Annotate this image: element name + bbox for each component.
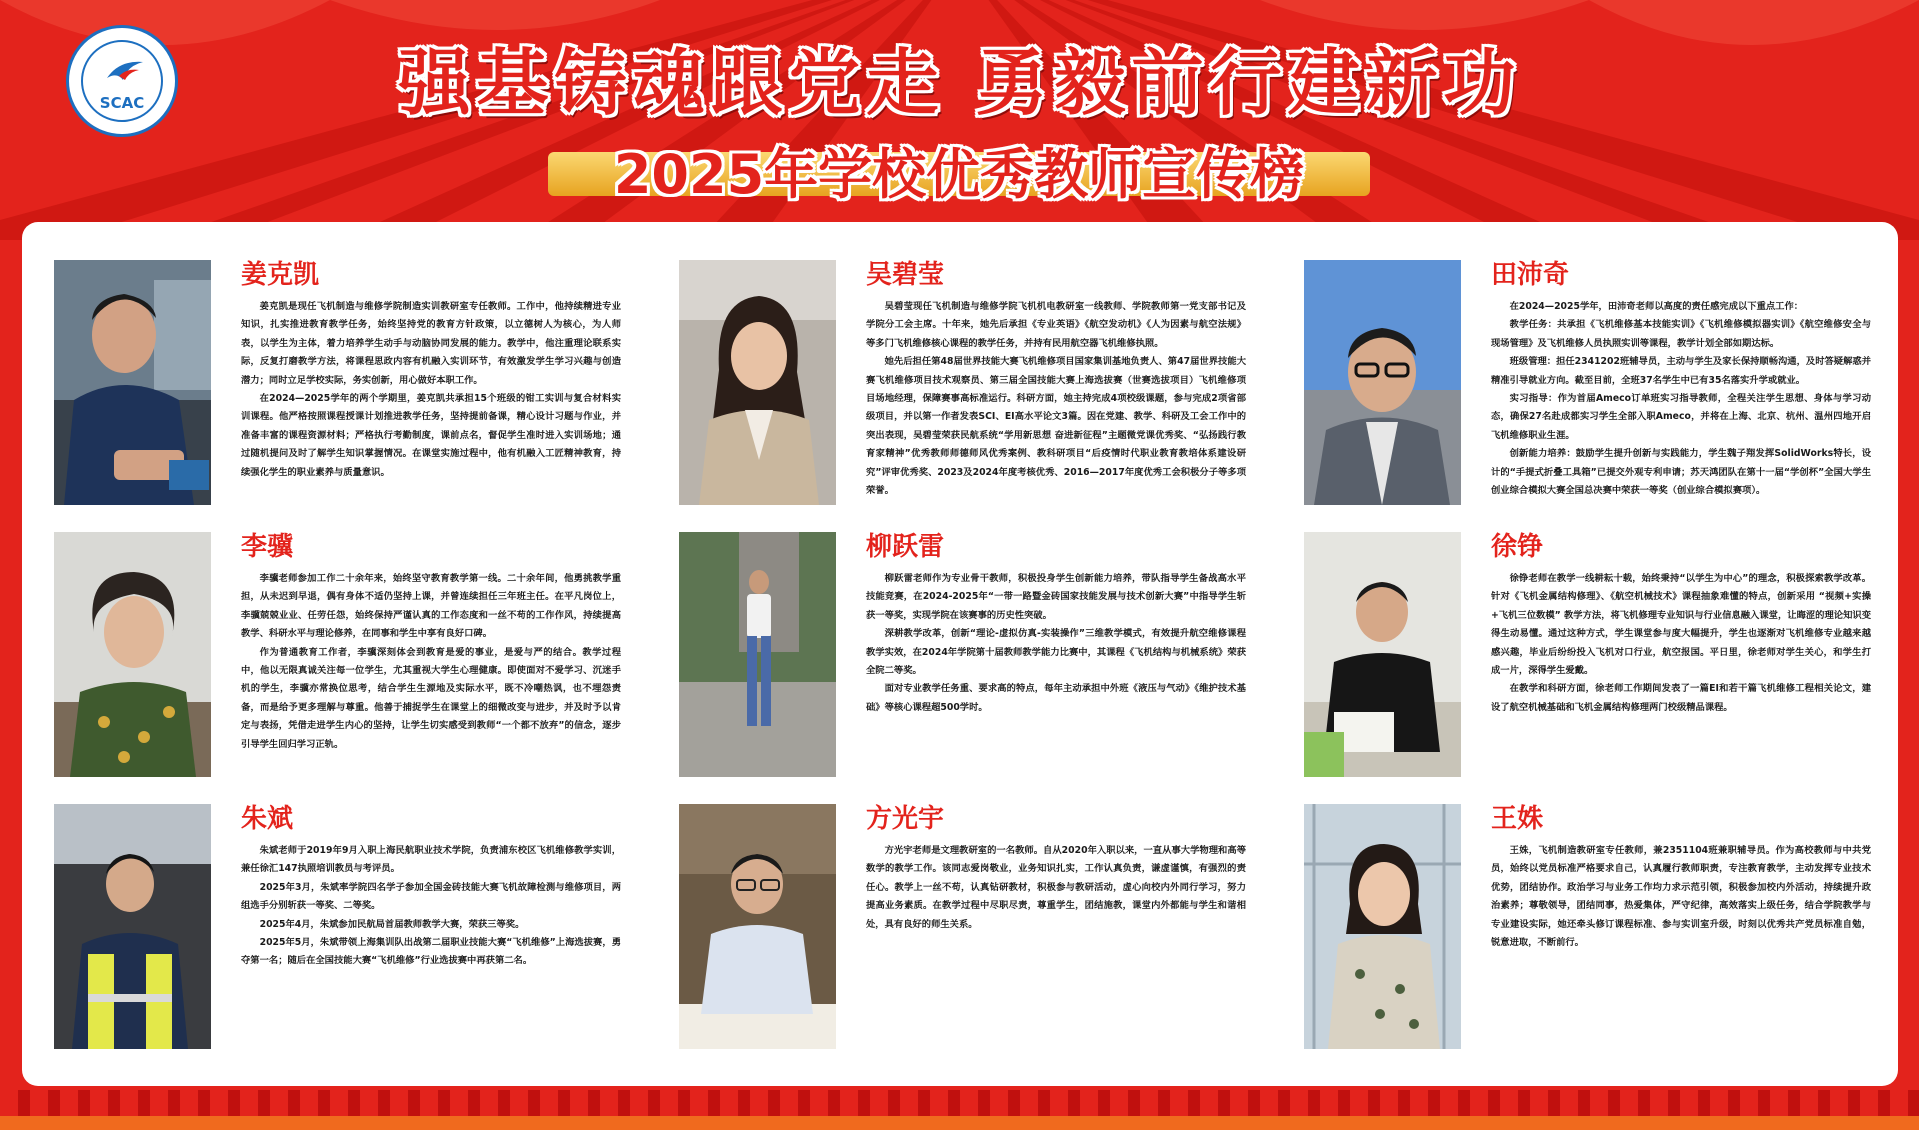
teacher-photo: [1304, 260, 1461, 505]
bio-paragraph: 在2024—2025学年，田沛奇老师以高度的责任感完成以下重点工作：: [1509, 301, 1804, 312]
teacher-bio: [866, 842, 1246, 1050]
teacher-name: 徐铮: [1491, 532, 1544, 562]
teacher-card-8: [679, 804, 1279, 1049]
teacher-photo: [54, 260, 211, 505]
teacher-bio: [241, 298, 621, 506]
college-logo: [66, 25, 178, 137]
teacher-name: 田沛奇: [1491, 260, 1570, 290]
page-title: 2025年学校优秀教师宣传榜: [613, 143, 1305, 206]
bio-paragraph: 姜克凯是现任飞机制造与维修学院制造实训教研室专任教师。工作中，他持续精进专业知识，扎实推进教育教学任务，始终坚持党的教育方针政策，以立德树人为核心，为人师表，以学生为主体，着力培养学生动手与动脑协同发展的能力。教学中，他注重理论联系实际，反复打磨教学方法，将课程思政内容有机融入实训环节，有效激发学生学习兴趣与创造潜力；同时立足学校实际，务实创新，用心做好本职工作。: [241, 301, 621, 386]
bio-paragraph: 她先后担任第48届世界技能大赛飞机维修项目国家集训基地负责人、第47届世界技能大赛飞机维修项目技术观察员、第三届全国技能大赛上海选拔赛（世赛选拔项目）飞机维修项目场地经理，保障赛事高标准运行。科研方面，她主持完成4项校级课题，参与完成2项省部级项目，并以第一作者发表SCI、EI高水平论文3篇。因在党建、教学、科研及工会工作中的突出表现，吴碧莹荣获民航系统“学用新思想 奋进新征程”主题微党课优秀奖、“弘扬践行教育家精神”优秀教师师德师风优秀案例、教科研项目“后疫情时代职业教育教培体系建设研究”评审优秀奖、2023及2024年度考核优秀、2016—2017年度优秀工会积极分子等多项荣誉。: [866, 356, 1246, 497]
bio-paragraph: 方光宇老师是文理教研室的一名教师。自从2020年入职以来，一直从事大学物理和高等数学的教学工作。该同志爱岗敬业，业务知识扎实，工作认真负责，谦虚谨慎，有强烈的责任心。教学上一丝不苟，认真钻研教材，积极参与教研活动，虚心向校内外同行学习，努力提高业务素质。在教学过程中尽职尽责，尊重学生，团结施教，课堂内外都能与学生和谐相处，具有良好的师生关系。: [866, 845, 1246, 930]
teacher-card-2: [679, 260, 1279, 505]
teacher-card-1: [54, 260, 654, 505]
bio-paragraph: 在教学和科研方面，徐老师工作期间发表了一篇EI和若干篇飞机维修工程相关论文，建设了航空机械基础和飞机金属结构修理两门校级精品课程。: [1491, 683, 1871, 713]
bio-paragraph: 2025年5月，朱斌带领上海集训队出战第二届职业技能大赛“飞机维修”上海选拔赛，勇夺第一名；随后在全国技能大赛“飞机维修”行业选拔赛中再获第二名。: [241, 937, 621, 967]
bio-paragraph: 班级管理：担任2341202班辅导员，主动与学生及家长保持顺畅沟通，及时答疑解惑并精准引导就业方向。截至目前，全班37名学生中已有35名落实升学或就业。: [1491, 356, 1871, 386]
bird-icon: [105, 58, 145, 84]
logo-text: SCAC: [99, 94, 145, 112]
bio-paragraph: 李骥老师参加工作二十余年来，始终坚守教育教学第一线。二十余年间，他勇挑教学重担，从未迟到早退，偶有身体不适仍坚持上课，并曾连续担任三年班主任。在平凡岗位上，李骥兢兢业业、任劳任怨，始终保持严谨认真的工作态度和一丝不苟的工作作风，持续提高教学、科研水平与理论修养，在同事和学生中享有良好口碑。: [241, 573, 621, 640]
teacher-bio: [241, 570, 621, 778]
teacher-photo: [679, 804, 836, 1049]
bio-paragraph: 实习指导：作为首届Ameco订单班实习指导教师，全程关注学生思想、身体与学习动态，确保27名赴成都实习学生全部入职Ameco，并将在上海、北京、杭州、温州四地开启飞机维修职业生涯。: [1491, 393, 1871, 441]
bio-paragraph: 面对专业教学任务重、要求高的特点，每年主动承担中外班《液压与气动》《维护技术基础》等核心课程超500学时。: [866, 683, 1246, 713]
teacher-photo: [679, 532, 836, 777]
teacher-name: 方光宇: [866, 804, 945, 834]
bio-paragraph: 教学任务：共承担《飞机维修基本技能实训》《飞机维修模拟器实训》《航空维修安全与现场管理》及飞机维修人员执照实训等课程，教学计划全部如期达标。: [1491, 319, 1871, 349]
content-panel: [22, 222, 1898, 1086]
bottom-decoration: [0, 1090, 1919, 1130]
teacher-photo: [54, 532, 211, 777]
teacher-name: 王姝: [1491, 804, 1544, 834]
teacher-card-6: [1304, 532, 1904, 777]
bio-paragraph: 徐铮老师在教学一线耕耘十载，始终秉持“以学生为中心”的理念，积极探索教学改革。针对《飞机金属结构修理》、《航空机械技术》课程抽象难懂的特点，创新采用 “视频+实操 +飞机三位数模” 教学方法，将飞机修理专业知识与行业信息融入课堂，让晦涩的理论知识变得生动易懂。通过这种方式，学生课堂参与度大幅提升，学生也逐渐对飞机维修专业越来越感兴趣，毕业后纷纷投入飞机对口行业，航空报国。平日里，徐老师对学生关心，和学生打成一片，深得学生爱戴。: [1491, 573, 1871, 677]
teacher-bio: [1491, 298, 1871, 506]
teacher-card-7: [54, 804, 654, 1049]
teacher-photo: [679, 260, 836, 505]
teacher-name: 李骥: [241, 532, 294, 562]
bio-paragraph: 柳跃雷老师作为专业骨干教师，积极投身学生创新能力培养，带队指导学生备战高水平技能竞赛，在2024-2025年“一带一路暨金砖国家技能发展与技术创新大赛”中指导学生斩获一等奖，实现学院在该赛事的历史性突破。: [866, 573, 1246, 621]
logo-inner-ring: [81, 40, 163, 122]
teacher-photo: [1304, 532, 1461, 777]
teacher-card-5: [679, 532, 1279, 777]
teacher-bio: [866, 298, 1246, 506]
bio-paragraph: 作为普通教育工作者，李骥深刻体会到教育是爱的事业，是爱与严的结合。教学过程中，他以无限真诚关注每一位学生，尤其重视大学生心理健康。即使面对不爱学习、沉迷手机的学生，李骥亦常换位思考，结合学生生源地及实际水平，既不冷嘲热讽，也不埋怨责备，而是给予更多理解与尊重。他善于捕捉学生在课堂上的细微改变与进步，并及时予以肯定与表扬，凭借走进学生内心的坚持，让学生切实感受到教师“一个都不放弃”的信念，逐步引导学生回归学习正轨。: [241, 646, 621, 750]
bio-paragraph: 王姝，飞机制造教研室专任教师，兼2351104班兼职辅导员。作为高校教师与中共党员，始终以党员标准严格要求自己，认真履行教师职责，专注教育教学，主动发挥专业技术优势，团结协作。政治学习与业务工作均力求示范引领，积极参加校内外活动，持续提升政治素养；尊敬领导，团结同事，热爱集体，严守纪律，高效落实上级任务，结合学院教学与专业建设实际，她还牵头修订课程标准、参与实训室升级，时刻以优秀共产党员标准自勉，锐意进取，不断前行。: [1491, 845, 1871, 949]
teacher-photo: [54, 804, 211, 1049]
bio-paragraph: 朱斌老师于2019年9月入职上海民航职业技术学院，负责浦东校区飞机维修教学实训，兼任徐汇147执照培训教员与考评员。: [241, 845, 621, 875]
bio-paragraph: 在2024—2025学年的两个学期里，姜克凯共承担15个班级的钳工实训与复合材料实训课程。他严格按照课程授课计划推进教学任务，坚持提前备课，精心设计习题与作业，并准备丰富的课程资源材料；严格执行考勤制度，课前点名，督促学生准时进入实训场地；通过随机提问及时了解学生知识掌握情况。在课堂实施过程中，他有机融入工匠精神教育，持续强化学生的职业素养与质量意识。: [241, 393, 621, 478]
teacher-bio: [1491, 842, 1871, 1050]
bio-paragraph: 吴碧莹现任飞机制造与维修学院飞机机电教研室一线教师、学院教师第一党支部书记及学院分工会主席。十年来，她先后承担《专业英语》《航空发动机》《人为因素与航空法规》等多门飞机维修核心课程的教学任务，并持有民用航空器飞机维修执照。: [866, 301, 1246, 349]
teacher-card-4: [54, 532, 654, 777]
slogan: 强基铸魂跟党走 勇毅前行建新功: [398, 40, 1522, 125]
bio-paragraph: 2025年3月，朱斌率学院四名学子参加全国金砖技能大赛飞机故障检测与维修项目，两组选手分别斩获一等奖、二等奖。: [241, 881, 621, 912]
bio-paragraph: 创新能力培养：鼓励学生提升创新与实践能力，学生魏子翔发挥SolidWorks特长，设计的“手提式折叠工具箱”已提交外观专利申请；苏天鸿团队在第十一届“学创杯”全国大学生创业综合模拟大赛全国总决赛中荣获一等奖（创业综合模拟赛项）。: [1491, 448, 1871, 497]
teacher-name: 姜克凯: [241, 260, 320, 290]
teacher-card-9: [1304, 804, 1904, 1049]
teacher-bio: [866, 570, 1246, 778]
teacher-name: 吴碧莹: [866, 260, 945, 290]
teacher-name: 柳跃雷: [866, 532, 945, 562]
bio-paragraph: 2025年4月，朱斌参加民航局首届教师教学大赛，荣获三等奖。: [259, 918, 525, 930]
teacher-photo: [1304, 804, 1461, 1049]
teacher-bio: [1491, 570, 1871, 778]
teacher-name: 朱斌: [241, 804, 294, 834]
teacher-card-3: [1304, 260, 1904, 505]
bio-paragraph: 深耕教学改革，创新“理论-虚拟仿真-实装操作”三维教学模式，有效提升航空维修课程教学实效，在2024年学院第十届教师教学能力比赛中，其课程《飞机结构与机械系统》荣获全院二等奖。: [866, 628, 1246, 677]
teacher-bio: [241, 842, 621, 1050]
